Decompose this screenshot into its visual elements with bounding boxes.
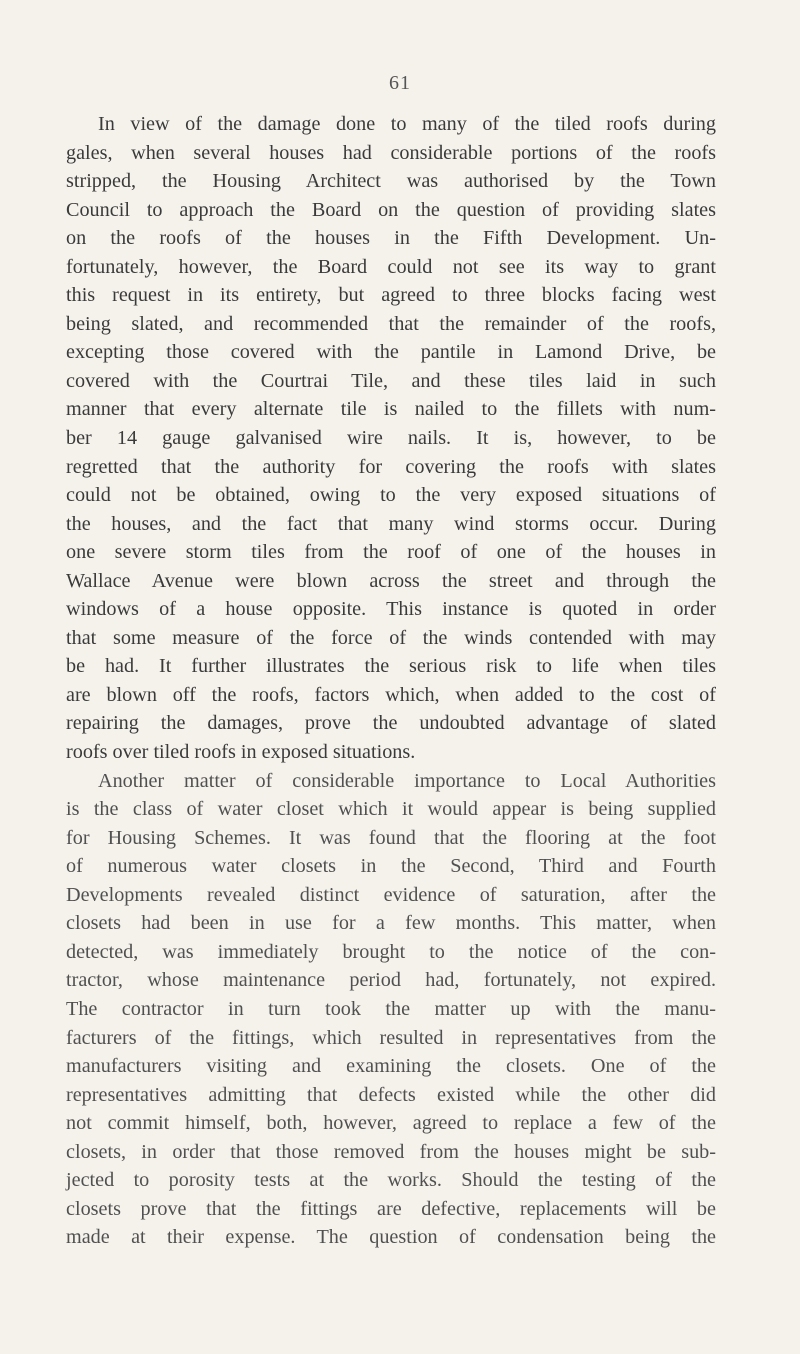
text-line: representatives admitting that defects existed while the other did bbox=[66, 1083, 716, 1106]
text-line: Wallace Avenue were blown across the street and through the bbox=[66, 569, 716, 592]
text-line: manner that every alternate tile is nailed to the fillets with num- bbox=[66, 398, 716, 421]
text-line: facturers of the fittings, which resulted in representatives from the bbox=[66, 1026, 716, 1049]
text-line: tractor, whose maintenance period had, fortunately, not expired. bbox=[66, 969, 716, 992]
text-line: is the class of water closet which it would appear is being supplied bbox=[66, 798, 716, 821]
page-number: 61 bbox=[389, 72, 411, 94]
text-line: for Housing Schemes. It was found that the flooring at the foot bbox=[66, 826, 716, 849]
body-text bbox=[66, 110, 716, 1252]
text-line: fortunately, however, the Board could not see its way to grant bbox=[66, 255, 716, 278]
text-line: could not be obtained, owing to the very exposed situations of bbox=[66, 484, 716, 507]
text-line: regretted that the authority for covering the roofs with slates bbox=[66, 455, 716, 478]
text-line: detected, was immediately brought to the notice of the con- bbox=[66, 940, 716, 963]
text-line: being slated, and recommended that the remainder of the roofs, bbox=[66, 312, 716, 335]
text-line: closets prove that the fittings are defective, replacements will be bbox=[66, 1197, 716, 1220]
text-line: Another matter of considerable importance to Local Authorities bbox=[98, 769, 716, 792]
text-line: closets, in order that those removed from the houses might be sub- bbox=[66, 1140, 716, 1163]
text-line: are blown off the roofs, factors which, when added to the cost of bbox=[66, 683, 716, 706]
text-line: The contractor in turn took the matter up with the manu- bbox=[66, 997, 716, 1020]
text-line: be had. It further illustrates the serious risk to life when tiles bbox=[66, 655, 716, 678]
text-line: that some measure of the force of the winds contended with may bbox=[66, 626, 716, 649]
text-line: Council to approach the Board on the question of providing slates bbox=[66, 198, 716, 221]
text-line: not commit himself, both, however, agreed to replace a few of the bbox=[66, 1112, 716, 1135]
text-line: ber 14 gauge galvanised wire nails. It is, however, to be bbox=[66, 427, 716, 450]
text-line: manufacturers visiting and examining the closets. One of the bbox=[66, 1055, 716, 1078]
text-line: covered with the Courtrai Tile, and these tiles laid in such bbox=[66, 369, 716, 392]
text-line: roofs over tiled roofs in exposed situations. bbox=[66, 741, 416, 764]
text-line: jected to porosity tests at the works. Should the testing of the bbox=[66, 1169, 716, 1192]
text-line: of numerous water closets in the Second, Third and Fourth bbox=[66, 855, 716, 878]
text-line: closets had been in use for a few months. This matter, when bbox=[66, 912, 716, 935]
text-line: this request in its entirety, but agreed to three blocks facing west bbox=[66, 284, 716, 307]
text-line: stripped, the Housing Architect was authorised by the Town bbox=[66, 170, 716, 193]
text-line: In view of the damage done to many of the tiled roofs during bbox=[98, 113, 716, 135]
text-line: repairing the damages, prove the undoubted advantage of slated bbox=[66, 712, 716, 735]
text-line: excepting those covered with the pantile in Lamond Drive, be bbox=[66, 341, 716, 364]
paragraph-water-closets bbox=[66, 767, 716, 1252]
paragraph-roofs bbox=[66, 110, 716, 767]
text-line: one severe storm tiles from the roof of one of the houses in bbox=[66, 541, 716, 564]
text-line: gales, when several houses had considerable portions of the roofs bbox=[66, 141, 716, 164]
text-line: Developments revealed distinct evidence of saturation, after the bbox=[66, 883, 716, 906]
text-line: on the roofs of the houses in the Fifth Development. Un- bbox=[66, 227, 716, 250]
text-line: the houses, and the fact that many wind storms occur. During bbox=[66, 512, 716, 535]
text-line: windows of a house opposite. This instance is quoted in order bbox=[66, 598, 716, 621]
text-line: made at their expense. The question of condensation being the bbox=[66, 1226, 716, 1249]
